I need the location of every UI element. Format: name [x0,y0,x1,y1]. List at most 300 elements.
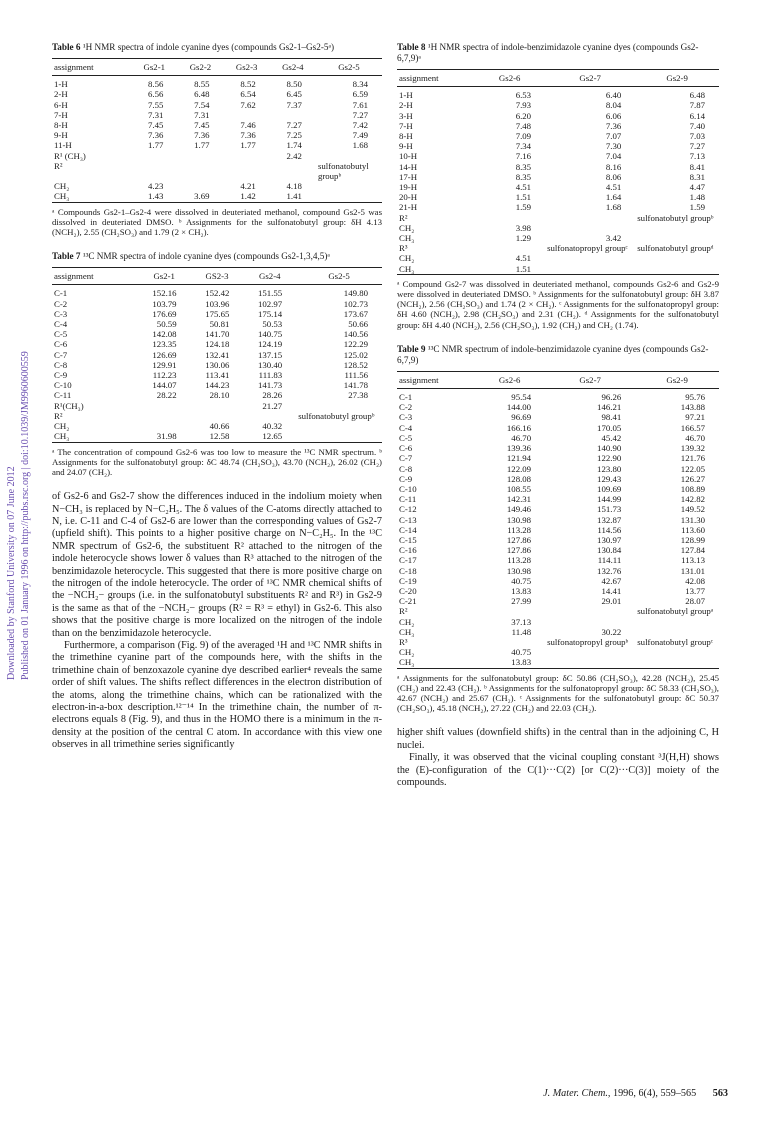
table-cell: 102.73 [343,298,368,309]
table-cell: sulfonatobutyl groupᶜ [637,636,714,647]
body-paragraph: of Gs2-6 and Gs2-7 show the differences induced in the indolium moiety when N−CH₃ is replaced by N−C₂H₅. The δ values of the C-atoms directly attached to N, i.e. C-11 and C-4 of Gs2-6 are lower than the corresponding values of Gs2-7 (upfield shift). This points to a higher positive charge on N−C₂H₅. In the ¹³C NMR spectrum of Gs2-6, the substituent R² attached to the nitrogen of the indole heterocycle shows lower δ values than R³ attached to the nitrogen of the benzimidazole heterocycle. This suggested that there is more positive charge on the nitrogen of the indole heterocycle. The order of ¹³C NMR chemical shifts of the −NCH₂− groups (i.e. in the sulfonatobutyl substituents R² and R³) in Gs2-9 is the same as that of the −NCH₂− groups (R² = R³ = ethyl) in Gs2-6. This also shows that the positive charge is more localized on the nitrogen of the indole than on the benzimidazole heterocycle. [52,491,382,639]
table-cell: 7.31 [194,109,210,120]
download-notice-line-2: Published on 01 January 1996 on http://pubs.rsc.org | doi:10.1039/JM9960600559 [20,351,31,680]
table-row [52,390,382,400]
table-cell: 13.83 [511,657,532,668]
table-cell: 126.69 [152,349,177,360]
row-label: 9-H [399,141,413,152]
row-label: C-9 [399,473,413,484]
table-cell [316,181,382,191]
table-cell: 7.42 [352,120,368,131]
table-cell [635,264,719,275]
table-cell: 144.99 [597,494,622,505]
body-text-right [397,727,719,789]
row-label: C-14 [399,524,417,535]
table-row [52,89,382,99]
table-cell: 151.55 [257,288,283,299]
table-cell: 142.08 [152,329,177,340]
table-cell: 4.47 [689,182,705,193]
table-cell: 7.40 [689,120,705,131]
row-label: 10-H [399,151,418,162]
table-row [397,151,719,161]
table-cell: 112.23 [152,370,177,381]
table-cell: 129.43 [597,473,622,484]
row-label: C-5 [399,432,413,443]
table-cell: 122.90 [597,453,622,464]
table-cell: 126.27 [680,473,705,484]
row-label: C-3 [54,308,68,319]
table-cell [635,233,719,243]
table-cell: 2.42 [286,150,302,161]
table-cell: 1.59 [515,202,532,213]
table-cell: 40.66 [209,421,230,432]
table-cell: 8.41 [689,161,705,172]
table-cell: 96.69 [511,412,532,423]
row-label: CH₂ [399,616,415,627]
table-row [397,576,719,586]
table-cell: 170.05 [597,422,622,433]
row-label: 14-H [399,161,418,172]
table-cell: 6.14 [689,110,705,121]
table-row [397,617,719,627]
row-label: 1-H [399,90,413,101]
column-header: Gs2-4 [243,268,296,285]
table-row [52,350,382,360]
table-row [52,309,382,319]
row-label: R¹ (CH₃) [54,150,86,161]
table8-caption: Table 8 ¹H NMR spectra of indole-benzimidazole cyanine dyes (compounds Gs2-6,7,9)ᵃ [397,42,699,63]
table-row [397,494,719,504]
table-cell: 12.58 [209,431,230,442]
table-row [397,412,719,422]
table-cell: sulfonatobutyl groupᵃ [637,606,714,617]
table-cell: 4.21 [240,181,256,192]
row-label: 9-H [54,130,68,141]
table-row [397,555,719,565]
table-cell: 8.31 [689,171,705,182]
table-cell [177,161,223,181]
table-row [397,264,719,275]
row-label: C-4 [399,422,413,433]
table-cell: 8.16 [605,161,622,172]
table-row [397,121,719,131]
table-cell: 7.16 [515,151,532,162]
table7-caption: Table 7 ¹³C NMR spectra of indole cyanine dyes (compounds Gs2-1,3,4,5)ᵃ [52,251,330,262]
table-cell: 14.41 [601,585,622,596]
table-row [52,299,382,309]
row-label: C-9 [54,370,68,381]
table-cell [191,411,244,421]
row-label: 1-H [54,79,68,90]
table-row [397,443,719,453]
row-label: C-20 [399,585,417,596]
table-cell [296,401,382,411]
table-row [397,141,719,151]
table-cell: 95.54 [511,392,532,403]
table-row [52,161,382,181]
table-cell: 1.77 [147,140,164,151]
table-cell: 42.67 [601,575,622,586]
body-text-left [52,491,382,752]
row-label: CH₃ [54,191,70,202]
table-cell: 50.53 [262,319,283,330]
table-row [397,182,719,192]
table-cell: 141.78 [343,380,368,391]
table-cell: 98.41 [601,412,622,423]
table-cell: 132.41 [205,349,230,360]
table-cell: 103.79 [152,298,177,309]
table-cell: 28.26 [262,390,283,401]
table-cell [138,411,191,421]
table-cell: 130.06 [205,359,230,370]
table-cell [224,151,270,161]
table-cell: 3.98 [515,222,532,233]
table-cell: 131.30 [680,514,705,525]
row-label: R² [54,410,63,421]
table-cell: 50.66 [348,319,368,330]
row-label: 21-H [399,202,418,213]
table-row [52,120,382,130]
table-cell: 140.90 [597,443,622,454]
table-row [397,243,719,253]
row-label: C-18 [399,565,417,576]
row-label: C-7 [399,453,413,464]
table-cell: 7.30 [605,141,622,152]
table-cell: 3.69 [194,191,210,202]
table-cell: 7.36 [147,130,164,141]
table-cell: 7.45 [147,120,164,131]
table9-footnote: ᵃ Assignments for the sulfonatobutyl group: δC 50.86 (CH₂SO₃), 42.28 (NCH₂), 25.45 (CH₂) and 22.43 (CH₂). ᵇ Assignments for the sulfonatopropyl group: δC 58.33 (CH₂SO₃), 42.67 (NCH₂) and 25.67 (CH₂). ᶜ Assignments for the sulfonatobutyl group: δC 50.37 (CH₂SO₃), 45.18 (NCH₂), 27.22 (CH₂) and 22.03 (CH₂). [397,672,719,714]
table-cell: 28.10 [209,390,230,401]
table-row [52,191,382,202]
row-label: C-11 [54,390,72,401]
row-label: R³ [399,243,408,254]
table-cell: 1.41 [286,191,302,202]
table-row [397,545,719,555]
table-cell: 152.16 [152,288,177,299]
table-row [397,389,719,403]
table-row [397,525,719,535]
table-cell: 3.42 [605,233,622,244]
table-row [397,192,719,202]
table-cell: 140.75 [257,329,283,340]
table-row [397,111,719,121]
column-header: Gs2-4 [270,59,316,76]
table-cell: 7.61 [352,99,368,110]
table-cell: 1.68 [605,202,622,213]
table-cell: 4.18 [286,181,302,192]
row-label: C-2 [54,298,68,309]
table-cell: 1.64 [605,192,622,203]
table-cell: 42.08 [685,575,705,586]
table-cell: 7.04 [605,151,622,162]
body-paragraph: higher shift values (downfield shifts) in the central than in the adjoining C, H nuclei. [397,727,719,751]
table-cell: 45.42 [601,432,622,443]
table-cell: 6.48 [689,90,705,101]
left-column [52,42,382,752]
table-cell: 7.37 [286,99,302,110]
table-cell: 103.96 [205,298,230,309]
table-row [52,380,382,390]
table-cell: 50.81 [209,319,230,330]
row-label: 6-H [54,99,68,110]
column-header: Gs2-1 [138,268,191,285]
table-row [397,484,719,494]
row-label: R³ [399,636,408,647]
table-cell [131,161,177,181]
table-cell: 7.36 [194,130,210,141]
table-cell: 7.62 [240,99,256,110]
table-cell: 128.08 [506,473,532,484]
table-cell: 1.59 [689,202,705,213]
table-cell: 149.46 [506,504,532,515]
table9-caption: Table 9 ¹³C NMR spectrum of indole-benzimidazole cyanine dyes (compounds Gs2-6,7,9) [397,343,709,365]
table-cell [474,243,545,253]
table-row [397,423,719,433]
journal-name: J. Mater. Chem., [543,1088,611,1099]
table-cell: 127.84 [680,545,705,556]
row-label: 17-H [399,171,418,182]
row-label: C-8 [54,359,68,370]
column-header: assignment [397,371,474,388]
table-row [397,464,719,474]
row-label: CH₃ [399,626,415,637]
table-cell [316,191,382,202]
table-row [397,453,719,463]
table8-footnote: ᵃ Compound Gs2-7 was dissolved in deuteriated methanol, compounds Gs2-6 and Gs2-9 were dissolved in deuteriated DMSO. ᵇ Assignments for the sulfonatobutyl group: δH 3.87 (NCH₂), 2.56 (CH₂SO₃) and 1.74 (2 × CH₂). ᶜ Assignments for the sulfonatopropyl group: δH 4.60 (NCH₂), 2.98 (CH₂SO₃) and 2.31 (CH₂). ᵈ Assignments for the sulfonatobutyl group: δH 4.40 (NCH₂), 2.56 (CH₂SO₃), 1.92 (CH₂) and CH₂ (1.74). [397,278,719,330]
row-label: 11-H [54,140,72,151]
table-cell: 149.52 [680,504,705,515]
table-cell: 127.86 [506,545,532,556]
table-cell: 29.01 [601,596,622,607]
table-row [397,606,719,616]
page-number: 563 [712,1088,728,1099]
table-cell: 108.89 [680,483,705,494]
table-cell: 102.97 [257,298,283,309]
table-row [397,213,719,223]
table-cell: 8.50 [286,79,302,90]
table-cell: 152.42 [205,288,230,299]
row-label: R¹(CH₃) [54,400,84,411]
table-cell: 149.80 [343,288,368,299]
table-cell: 111.56 [344,370,368,381]
table-cell: 7.27 [286,120,302,131]
table-cell: 28.07 [685,596,705,607]
row-label: R² [399,212,408,223]
table-cell: 40.75 [511,647,532,658]
table-row [397,647,719,657]
table-cell [224,110,270,120]
table-row [52,360,382,370]
table-cell: 28.22 [156,390,177,401]
table-cell [296,431,382,442]
table-cell: 113.41 [205,370,230,381]
table-cell: 4.23 [147,181,164,192]
table-cell: 139.32 [680,443,705,454]
table-cell: 132.76 [597,565,622,576]
table-cell: 7.36 [240,130,256,141]
table-cell [474,606,545,616]
table-cell: 141.70 [205,329,230,340]
table-cell: 13.83 [511,585,532,596]
table-cell [316,151,382,161]
table-cell: 6.45 [286,89,302,100]
table-cell: 122.29 [343,339,368,350]
table-row [52,421,382,431]
table-cell: 125.02 [343,349,368,360]
table-cell: 27.99 [511,596,532,607]
table-cell: 144.00 [506,402,532,413]
row-label: CH₂ [399,222,415,233]
table-row [397,504,719,514]
row-label: C-12 [399,504,417,515]
table-cell: 4.51 [605,182,622,193]
table-cell: 1.51 [515,192,532,203]
column-header: GS2-3 [191,268,244,285]
table-cell: 176.69 [152,308,177,319]
table7 [52,267,382,442]
table-cell: 130.84 [597,545,622,556]
table-cell: 7.45 [194,120,210,131]
row-label: 7-H [399,120,413,131]
table-cell: 114.11 [597,555,622,566]
table-cell: 166.57 [680,422,705,433]
table-row [397,596,719,606]
table-cell [296,421,382,431]
table-cell: 175.14 [257,308,283,319]
table-row [52,339,382,349]
table-cell: 7.49 [352,130,368,141]
table-cell: 95.76 [685,392,705,403]
row-label: 7-H [54,109,68,120]
table-cell: 46.70 [685,432,705,443]
table-cell: 139.36 [506,443,532,454]
row-label: 19-H [399,182,418,193]
table-cell: sulfonatobutyl groupᵇ [317,160,369,182]
table-cell: 127.86 [506,534,532,545]
row-label: 2-H [54,89,68,100]
table-cell: 129.91 [152,359,177,370]
table-cell: 7.87 [689,100,705,111]
download-notice-line-1: Downloaded by Stanford University on 07 June 2012 [6,466,17,680]
table-cell [270,110,316,120]
table-cell: 132.87 [597,514,622,525]
table-row [52,100,382,110]
row-label: C-17 [399,555,417,566]
table8 [397,69,719,275]
row-label: C-6 [399,443,413,454]
table-row [397,223,719,233]
table-row [397,202,719,212]
table-cell: 130.97 [597,534,622,545]
row-label: 3-H [399,110,413,121]
row-label: C-2 [399,402,413,413]
table-cell: 97.21 [685,412,705,423]
row-label: C-1 [399,392,413,403]
row-label: C-21 [399,596,417,607]
table-cell: 130.98 [506,514,532,525]
body-paragraph: Finally, it was observed that the vicinal coupling constant ³J(H,H) shows the (E)-configuration of the C(1)···C(2) [or C(2)···C(3)] moiety of the compounds. [397,752,719,788]
table-row [52,285,382,299]
table-cell: 151.73 [597,504,622,515]
table-cell: 121.76 [680,453,705,464]
table-row [397,637,719,647]
table-cell: 173.67 [343,308,368,319]
table-cell: 121.94 [506,453,532,464]
row-label: C-13 [399,514,417,525]
table-cell: 143.88 [680,402,705,413]
row-label: CH₃ [399,657,415,668]
column-header: Gs2-6 [474,70,545,87]
table6 [52,58,382,203]
table-cell: 111.83 [258,370,283,381]
table-cell [224,161,270,181]
row-label: R² [54,160,63,171]
table-cell: 113.28 [507,555,532,566]
table-row [397,586,719,596]
table-cell: 37.13 [511,616,532,627]
table-cell: 146.21 [597,402,622,413]
table-row [397,627,719,637]
table-cell: 7.27 [689,141,705,152]
table-row [52,411,382,421]
table-cell: 7.54 [194,99,210,110]
table-cell [635,657,719,668]
table-cell: 13.77 [685,585,705,596]
row-label: C-10 [54,380,72,391]
table-cell [635,223,719,233]
table-cell: 7.48 [515,120,532,131]
table-row [52,329,382,339]
table-row [397,172,719,182]
table-cell: 7.03 [689,131,705,142]
table-cell: 7.27 [352,109,368,120]
table-cell: 175.65 [205,308,230,319]
table-cell: 144.07 [152,380,177,391]
table-cell [545,647,635,657]
row-label: C-6 [54,339,68,350]
table-cell: 7.34 [515,141,532,152]
row-label: C-4 [54,319,68,330]
table-cell: 96.26 [601,392,622,403]
table-cell: 141.73 [257,380,283,391]
column-header: assignment [52,268,138,285]
table-cell: 123.35 [152,339,177,350]
table-cell: 30.22 [601,626,622,637]
table-cell: 7.13 [689,151,705,162]
table-cell: 11.48 [511,626,532,637]
row-label: R² [399,606,408,617]
table-row [52,151,382,161]
table6-footnote: ᵃ Compounds Gs2-1–Gs2-4 were dissolved in deuteriated methanol, compound Gs2-5 was dissolved in deuteriated DMSO. ᵇ Assignments for the sulfonatobutyl group: δH 4.13 (NCH₂), 2.55 (CH₂SO₃) and 1.79 (2 × CH₂). [52,206,382,238]
table-cell [635,617,719,627]
row-label: 8-H [399,131,413,142]
row-label: C-8 [399,463,413,474]
table-cell: 122.05 [680,463,705,474]
row-label: CH₃ [399,233,415,244]
table-cell: 7.07 [605,131,622,142]
table-cell: 40.75 [511,575,532,586]
table-row [397,566,719,576]
table-cell: 142.31 [506,494,532,505]
table-cell: 140.56 [343,329,368,340]
row-label: 20-H [399,192,418,203]
row-label: C-1 [54,288,68,299]
row-label: C-11 [399,494,417,505]
journal-citation: 1996, 6(4), 559–565 [612,1088,697,1099]
table-row [397,131,719,141]
table-cell: sulfonatobutyl groupᵈ [637,243,714,254]
